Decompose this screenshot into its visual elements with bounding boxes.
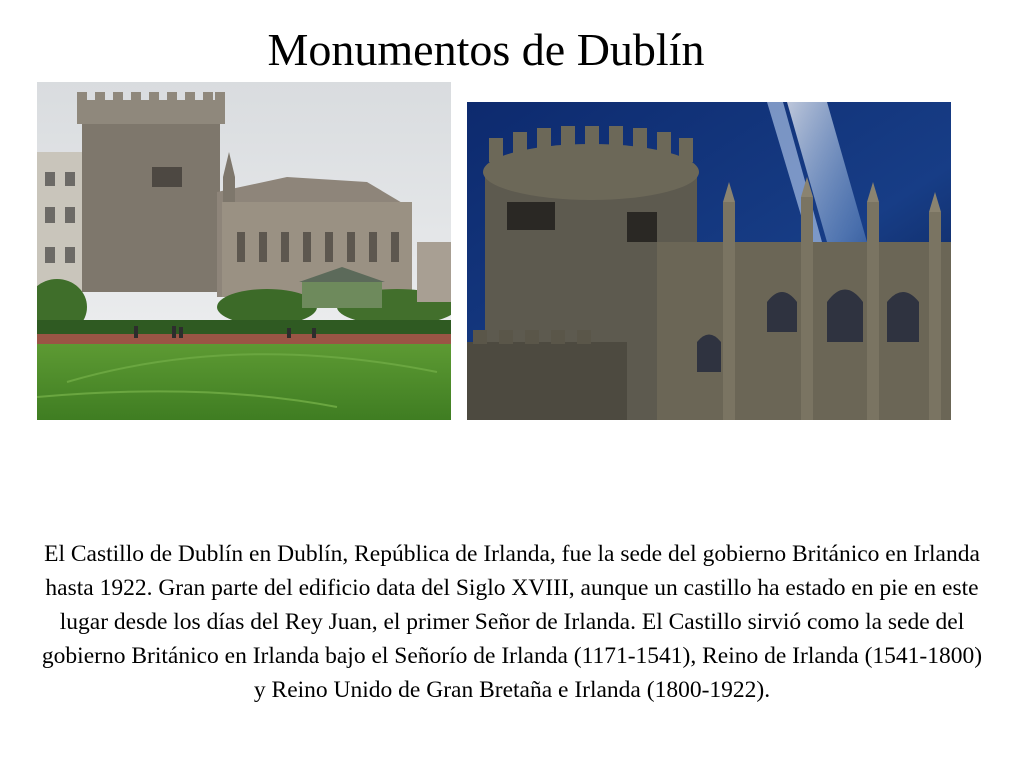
dublin-castle-lawn-photo bbox=[37, 82, 451, 420]
slide-title: Monumentos de Dublín bbox=[267, 24, 705, 75]
castle-description: El Castillo de Dublín en Dublín, República de Irlanda, fue la sede del gobierno Británico en Irlanda hasta 1922. Gran parte del edificio data del Siglo XVIII, aunque un castillo ha estado en pie en este lugar desde los días del Rey Juan, el primer Señor de Irlanda. El Castillo sirvió como la sede del gobierno Británico en Irlanda bajo el Señorío de Irlanda (1171-1541), Reino de Irlanda (1541-1800) y Reino Unido de Gran Bretaña e Irlanda (1800-1922). bbox=[41, 541, 983, 703]
dublin-castle-hdr-photo bbox=[467, 102, 951, 420]
